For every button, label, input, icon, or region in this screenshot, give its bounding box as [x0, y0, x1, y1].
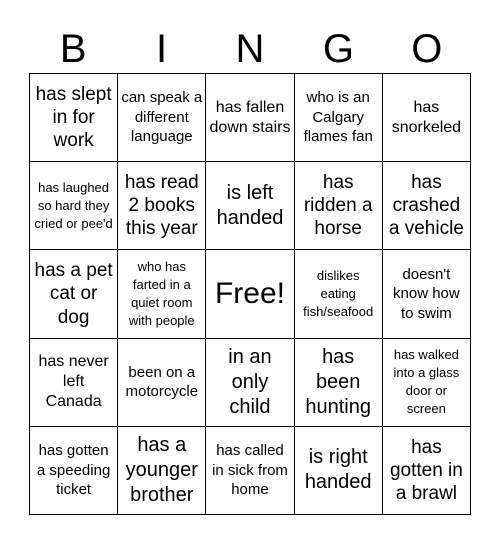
cell-text: has ridden a horse [303, 172, 373, 240]
bingo-cell[interactable] [383, 162, 471, 250]
cell-text: has snorkeled [391, 98, 462, 136]
free-space[interactable] [206, 250, 294, 338]
bingo-cell[interactable] [383, 427, 471, 515]
bingo-cell[interactable] [118, 250, 206, 338]
bingo-cell[interactable] [30, 339, 118, 427]
header-letter-b: B [59, 27, 87, 71]
bingo-cell[interactable] [118, 74, 206, 162]
cell-text: in an only child [228, 345, 272, 418]
cell-text: has called in sick from home [212, 442, 288, 499]
bingo-cell[interactable] [206, 339, 294, 427]
cell-text: who is an Calgary flames fan [303, 89, 373, 146]
cell-text: dislikes eating fish/seafood [303, 267, 374, 320]
cell-text: doesn't know how to swim [393, 265, 460, 322]
bingo-cell[interactable] [206, 74, 294, 162]
bingo-cell[interactable] [30, 74, 118, 162]
cell-text: who has farted in a quiet room with people [128, 258, 195, 329]
free-space-text: Free! [214, 276, 285, 310]
cell-text: has never left Canada [38, 353, 109, 411]
bingo-cell[interactable] [30, 162, 118, 250]
cell-text: has walked into a glass door or screen [393, 346, 460, 417]
bingo-cell[interactable] [118, 427, 206, 515]
cell-text: has gotten in a brawl [389, 436, 463, 504]
cell-text: can speak a different language [121, 89, 203, 146]
cell-text: is left handed [216, 181, 284, 229]
cell-text: has crashed a vehicle [388, 172, 464, 240]
bingo-cell[interactable] [383, 74, 471, 162]
bingo-cell[interactable] [118, 162, 206, 250]
bingo-cell[interactable] [295, 427, 383, 515]
bingo-cell[interactable] [295, 74, 383, 162]
bingo-header [29, 25, 471, 73]
bingo-cell[interactable] [295, 250, 383, 338]
header-letter-g: G [322, 27, 354, 71]
cell-text: been on a motorcycle [125, 363, 199, 401]
header-letter-o: O [411, 27, 443, 71]
cell-text: has laughed so hard they cried or pee'd [34, 179, 113, 231]
cell-text: has gotten a speeding ticket [36, 442, 111, 499]
cell-text: has read 2 books this year [124, 172, 199, 240]
cell-text: has been hunting [305, 345, 371, 418]
bingo-cell[interactable] [30, 250, 118, 338]
cell-text: has fallen down stairs [209, 98, 291, 136]
bingo-cell[interactable] [383, 339, 471, 427]
bingo-cell[interactable] [206, 427, 294, 515]
header-letter-i: I [156, 27, 168, 71]
bingo-cell[interactable] [30, 427, 118, 515]
cell-text: has slept in for work [35, 83, 112, 152]
bingo-cell[interactable] [295, 162, 383, 250]
bingo-cell[interactable] [206, 162, 294, 250]
bingo-cell[interactable] [295, 339, 383, 427]
cell-text: has a younger brother [125, 433, 198, 506]
bingo-cell[interactable] [118, 339, 206, 427]
bingo-cell[interactable] [383, 250, 471, 338]
bingo-board [29, 73, 471, 515]
cell-text: is right handed [304, 446, 372, 494]
header-letter-n: N [235, 27, 265, 71]
cell-text: has a pet cat or dog [34, 260, 113, 328]
